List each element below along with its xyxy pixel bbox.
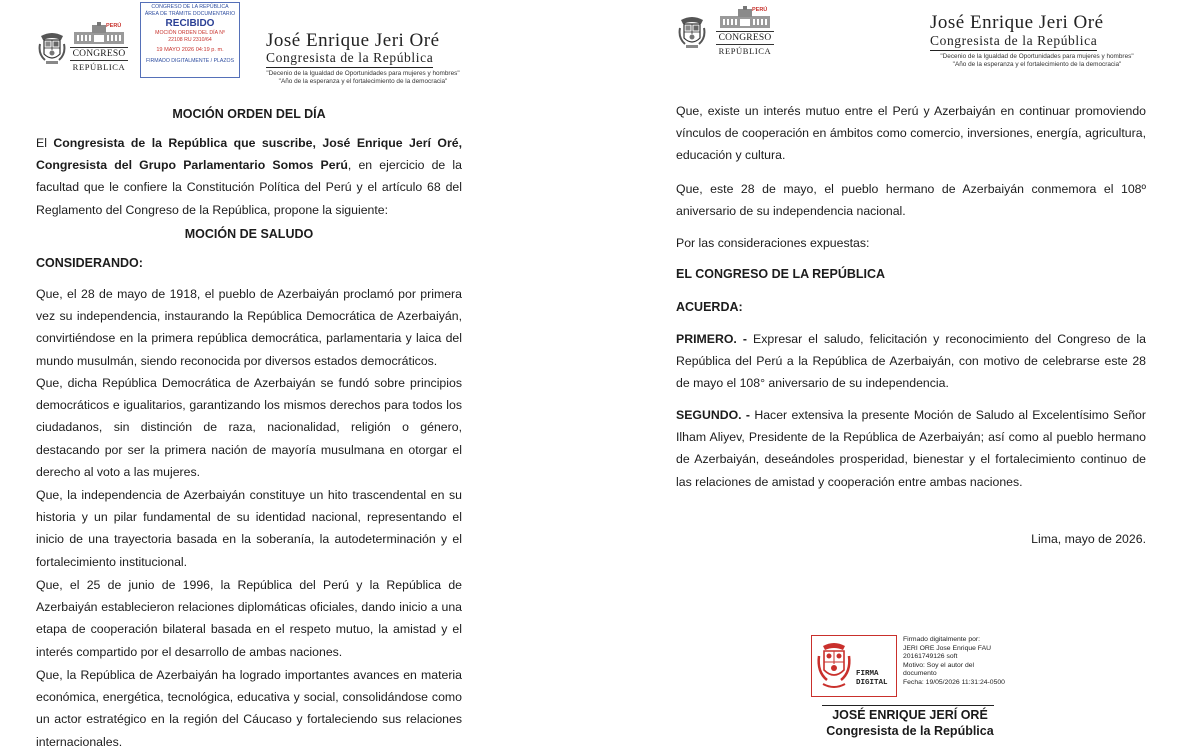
signer-title: Congresista de la República [826, 724, 994, 738]
peru-tag: PERÚ [106, 23, 122, 29]
primero-paragraph [676, 328, 1146, 395]
motto-line1: "Decenio de la Igualdad de Oportunidades para mujeres y hombres" [266, 70, 460, 77]
firma-label: FIRMA [856, 670, 879, 678]
signature-info-line: Firmado digitalmente por: [903, 636, 981, 643]
considerando-heading: CONSIDERANDO: [36, 256, 143, 270]
republica-label: REPÚBLICA [72, 62, 126, 72]
digital-signature-badge [811, 635, 897, 697]
peru-shield-icon [815, 640, 853, 692]
republica-label: REPÚBLICA [718, 46, 772, 56]
signature-line [822, 705, 994, 706]
signer-name: JOSÉ ENRIQUE JERÍ ORÉ [832, 708, 988, 722]
digital-label: DIGITAL [856, 679, 888, 687]
stamp-date: 19 MAYO 2026 04:19 p. m. [156, 47, 224, 54]
stamp-line3: MOCIÓN ORDEN DEL DÍA Nº [155, 30, 225, 37]
stamp-line2: ÁREA DE TRÁMITE DOCUMENTARIO [144, 10, 236, 17]
motto-line1: "Decenio de la Igualdad de Oportunidades para mujeres y hombres" [940, 53, 1134, 60]
stamp-footer: FIRMADO DIGITALMENTE / PLAZOS [145, 57, 235, 64]
signature-info-line: Motivo: Soy el autor del [903, 661, 975, 669]
signature-info-line: documento [903, 670, 937, 678]
intro-text-2: , en ejercicio de la facultad que le confiere la Constitución Política del Perú y el artículo 68 del Reglamento del Congreso de la República, propone la siguiente: [36, 158, 462, 217]
signature-info-line: Fecha: 19/05/2026 11:31:24-0500 [903, 678, 1005, 686]
segundo-paragraph [676, 404, 1146, 493]
header-motto [262, 70, 464, 86]
paragraph: Que, existe un interés mutuo entre el Perú y Azerbaiyán en continuar promoviendo vínculos de cooperación en ámbitos como comercio, inversiones, energía, agricultura, educación y cultura. [676, 104, 1146, 163]
signature-info-line: JERI ORE Jose Enrique FAU [903, 644, 992, 652]
paragraph: Que, el 28 de mayo de 1918, el pueblo de Azerbaiyán proclamó por primera vez su independencia, instaurando la República Democrática de Azerbaiyán, convirtiéndose en la primera república democrática, parlamentaria y laica del mundo musulmán, siendo reconocida por diversos estados democráticos. [36, 287, 462, 368]
peru-tag: PERÚ [752, 7, 768, 13]
paragraph: Que, el 25 de junio de 1996, la República del Perú y la República de Azerbaiyán establecieron relaciones diplomáticas oficiales, dando inicio a una etapa de cooperación bilateral basada en el respeto mutuo, la amistad y el interés compartido por el desarrollo de ambas naciones. [36, 578, 462, 659]
primero-text: Expresar el saludo, felicitación y reconocimiento del Congreso de la República del Perú a la República de Azerbaiyán, con motivo de celebrarse este 28 de mayo el 108° aniversario de su independencia. [676, 332, 1146, 391]
paragraph: Que, la independencia de Azerbaiyán constituye un hito trascendental en su historia y un pilar fundamental de su identidad nacional, representando el inicio de una trayectoria basada en la soberanía, la autodeterminación y el fortalecimiento institucional. [36, 488, 462, 569]
header-name: José Enrique Jeri Oré [930, 12, 1104, 33]
acuerda-heading: ACUERDA: [676, 300, 743, 314]
document-page-left [0, 0, 600, 749]
stamp-line4: 22108 RU 2310/64 [168, 36, 212, 43]
intro-paragraph [36, 132, 462, 221]
reception-stamp [140, 2, 240, 78]
motto-line2: "Año de la esperanza y el fortalecimiento de la democracia" [952, 61, 1122, 68]
stamp-line1: CONGRESO DE LA REPÚBLICA [151, 4, 229, 10]
peru-coat-of-arms-icon [677, 14, 707, 50]
congreso-label: CONGRESO [718, 33, 772, 43]
congreso-label: CONGRESO [72, 49, 126, 59]
paragraph: Que, la República de Azerbaiyán ha logrado importantes avances en materia económica, energética, tecnológica, educativa y social, consolidándose como un actor estratégico en la región del Cáucaso y fortaleciendo sus relaciones internacionales. [36, 668, 462, 749]
congreso-heading: EL CONGRESO DE LA REPÚBLICA [676, 267, 886, 281]
peru-coat-of-arms-icon [37, 30, 67, 66]
paragraph: Que, dicha República Democrática de Azerbaiyán se fundó sobre principios democráticos e igualitarios, garantizando los mismos derechos para todos los ciudadanos, sin distinción de raza, nacionalidad, religión o género, destacando por ser la primera nación de mayoría musulmana en otorgar el derecho al voto a las mujeres. [36, 376, 462, 479]
stamp-status: RECIBIDO [165, 18, 215, 30]
header-title: Congresista de la República [930, 33, 1097, 51]
intro-bold: Congresista de la República que suscribe, José Enrique Jerí Oré, Congresista del Grupo Parlamentario Somos Perú [36, 136, 462, 173]
document-page-right [600, 0, 1200, 746]
segundo-text: Hacer extensiva la presente Moción de Saludo al Excelentísimo Señor Ilham Aliyev, Presidente de la República de Azerbaiyán; así como al pueblo hermano de Azerbaiyán, deseándoles prosperidad, bienestar y el fortalecimiento continuo de las relaciones de amistad y cooperación entre ambas naciones. [676, 408, 1146, 489]
congreso-logo [70, 22, 128, 72]
paragraph: Que, este 28 de mayo, el pueblo hermano de Azerbaiyán conmemora el 108º aniversario de su independencia nacional. [676, 182, 1146, 219]
closing-date: Lima, mayo de 2026. [1031, 532, 1146, 546]
header-title: Congresista de la República [266, 50, 433, 68]
signature-info-line: 20161749126 soft [903, 653, 958, 661]
primero-label: PRIMERO. - [676, 332, 747, 346]
segundo-label: SEGUNDO. - [676, 408, 751, 422]
motion-title: MOCIÓN ORDEN DEL DÍA [172, 107, 326, 121]
paragraph: Por las consideraciones expuestas: [676, 236, 870, 250]
signature-info [903, 636, 1005, 688]
intro-text-1: El [36, 136, 54, 150]
header-motto [926, 53, 1148, 69]
motto-line2: "Año de la esperanza y el fortalecimiento de la democracia" [278, 78, 448, 85]
header-name: José Enrique Jeri Oré [266, 30, 440, 51]
motion-subtitle: MOCIÓN DE SALUDO [184, 227, 314, 241]
congreso-logo [716, 6, 774, 56]
